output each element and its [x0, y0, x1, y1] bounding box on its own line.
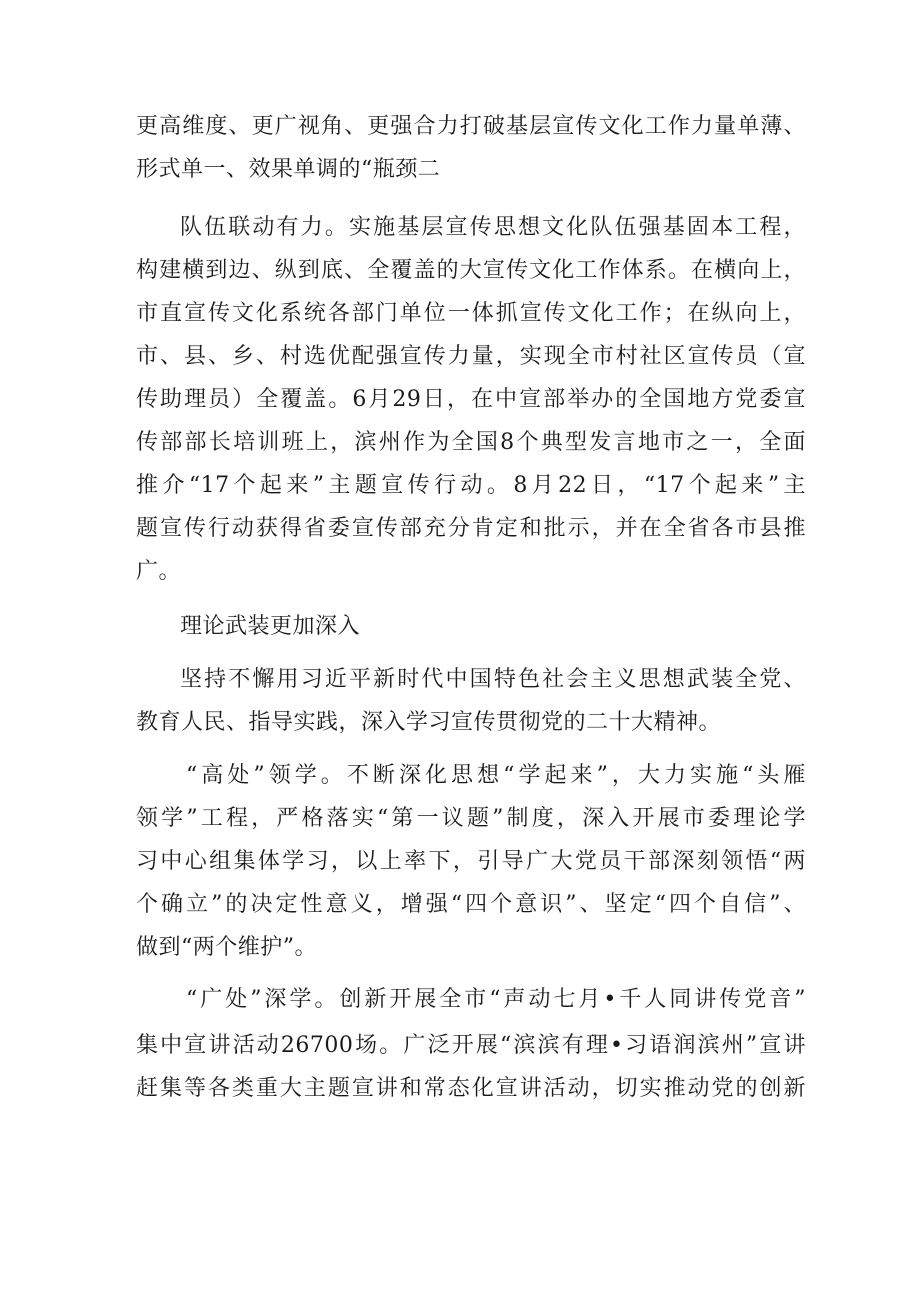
text-line: 传部部长培训班上，滨州作为全国8个典型发言地市之一，全面	[136, 430, 806, 455]
text-line: 更高维度、更广视角、更强合力打破基层宣传文化工作力量单薄、	[136, 114, 806, 139]
text-line: 市直宣传文化系统各部门单位一体抓宣传文化工作；在纵向上，	[136, 301, 806, 326]
text-line: 赶集等各类重大主题宣讲和常态化宣讲活动，切实推动党的创新	[136, 1076, 806, 1101]
text-line: 题宣传行动获得省委宣传部充分肯定和批示，并在全省各市县推	[136, 516, 806, 541]
text-line: 市、县、乡、村选优配强宣传力量，实现全市村社区宣传员（宣	[136, 344, 806, 369]
paragraph-first-line: 坚持不懈用习近平新时代中国特色社会主义思想武装全党、	[180, 667, 806, 692]
paragraph-first-line: “高处”领学。不断深化思想“学起来”，大力实施“头雁	[186, 763, 806, 788]
text-line: 传助理员）全覆盖。6月29日，在中宣部举办的全国地方党委宣	[136, 387, 806, 412]
text-line: 形式单一、效果单调的“瓶颈二	[136, 157, 441, 182]
text-line: 做到“两个维护”。	[136, 935, 317, 960]
text-line: 广。	[136, 559, 182, 584]
text-line: 习中心组集体学习，以上率下，引导广大党员干部深刻领悟“两	[136, 849, 806, 874]
text-line: 集中宣讲活动26700场。广泛开展“滨滨有理•习语润滨州”宣讲	[136, 1033, 806, 1058]
text-line: 教育人民、指导实践，深入学习宣传贯彻党的二十大精神。	[136, 710, 722, 735]
text-line: 个确立”的决定性意义，增强“四个意识”、坚定“四个自信”、	[136, 892, 806, 917]
section-heading: 理论武装更加深入	[180, 614, 361, 639]
paragraph-first-line: 队伍联动有力。实施基层宣传思想文化队伍强基固本工程，	[180, 215, 806, 240]
text-line: 推介“17个起来”主题宣传行动。8月22日，“17个起来”主	[136, 473, 806, 498]
text-line: 构建横到边、纵到底、全覆盖的大宣传文化工作体系。在横向上，	[136, 258, 806, 283]
text-line: 领学”工程，严格落实“第一议题”制度，深入开展市委理论学	[136, 806, 806, 831]
paragraph-first-line: “广处”深学。创新开展全市“声动七月•千人同讲传党音”	[186, 987, 806, 1012]
